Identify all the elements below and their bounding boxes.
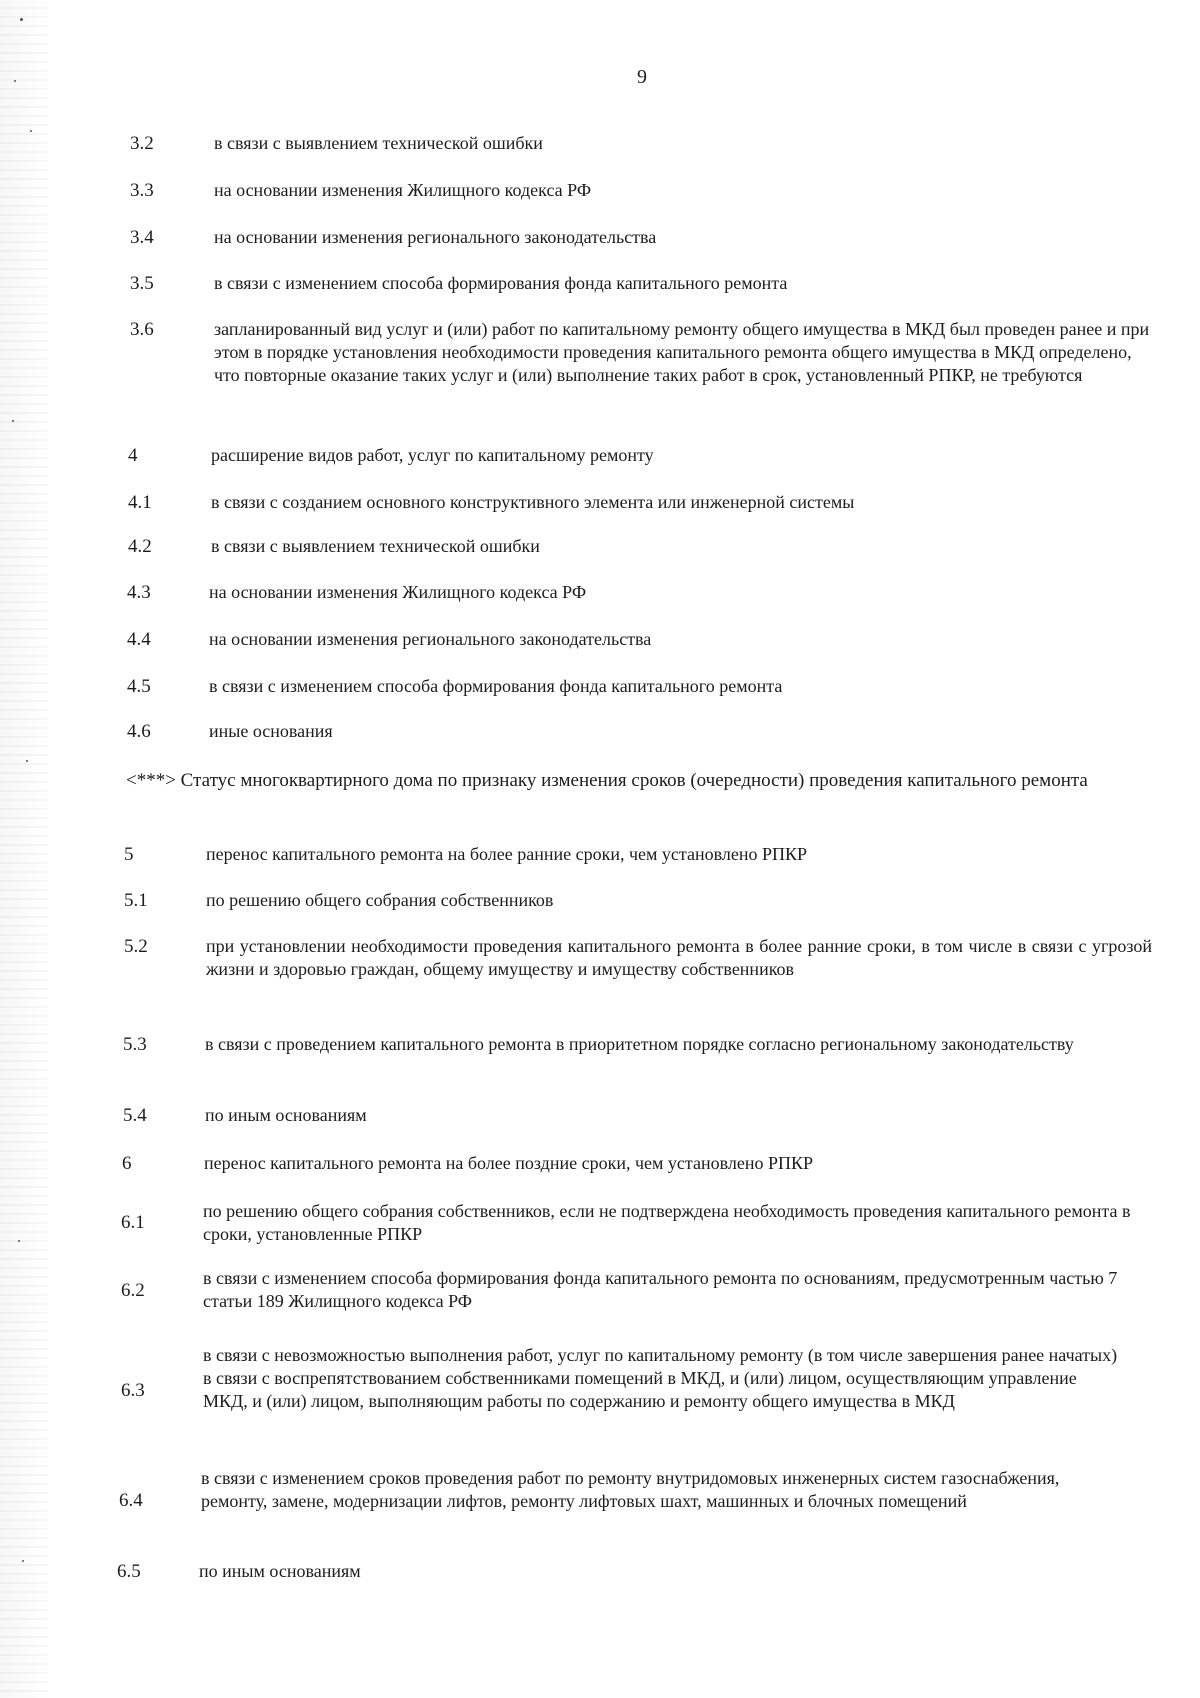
item-number: 5.1 — [124, 890, 148, 911]
item-text: запланированный вид услуг и (или) работ по капитальному ремонту общего имущества в МКД был проведен ранее и при этом в порядке установления необходимости проведения капитального ремонта общего имущества в МКД определено, что повторные оказание таких услуг и (или) выполнение таких работ в срок, установленный РПКР, не требуются — [214, 319, 1150, 385]
item-number: 4.2 — [128, 536, 152, 557]
item-text: перенос капитального ремонта на более ранние сроки, чем установлено РПКР — [206, 844, 808, 864]
item-text: по иным основаниям — [199, 1561, 361, 1581]
scan-speck — [20, 18, 23, 21]
scan-speck — [12, 420, 14, 422]
item-text: по решению общего собрания собственников, если не подтверждена необходимость проведения капитального ремонта в сроки, установленные РПКР — [203, 1201, 1131, 1244]
page-number: 9 — [637, 66, 647, 88]
item-text: на основании изменения регионального законодательства — [214, 227, 657, 247]
item-text: расширение видов работ, услуг по капитальному ремонту — [211, 445, 654, 465]
item-number: 5.4 — [123, 1105, 147, 1126]
item-text: в связи с проведением капитального ремонта в приоритетном порядке согласно региональному законодательству — [205, 1034, 1074, 1054]
item-number: 6.1 — [121, 1212, 145, 1233]
item-text: в связи с выявлением технической ошибки — [211, 536, 540, 556]
item-number: 4.6 — [127, 721, 151, 742]
item-text: в связи с изменением сроков проведения работ по ремонту внутридомовых инженерных систем газоснабжения, ремонту, замене, модернизации лифтов, ремонту лифтовых шахт, машинных и блочных помещений — [201, 1468, 1060, 1511]
item-number: 5 — [124, 844, 134, 865]
item-number: 4.3 — [127, 582, 151, 603]
item-number: 3.4 — [130, 227, 154, 248]
item-text: в связи с выявлением технической ошибки — [214, 133, 543, 153]
item-number: 6.5 — [117, 1561, 141, 1582]
item-text: перенос капитального ремонта на более поздние сроки, чем установлено РПКР — [204, 1153, 813, 1173]
item-text: по решению общего собрания собственников — [206, 890, 554, 910]
item-number: 3.3 — [130, 180, 154, 201]
item-number: 6.2 — [121, 1280, 145, 1301]
item-number: 6.3 — [121, 1380, 145, 1401]
scan-speck — [18, 1240, 20, 1242]
item-number: 6 — [122, 1153, 132, 1174]
item-text: на основании изменения Жилищного кодекса РФ — [214, 180, 592, 200]
item-text: в связи с изменением способа формирования фонда капитального ремонта — [209, 676, 783, 696]
item-number: 6.4 — [119, 1490, 143, 1511]
item-text: в связи с изменением способа формирования фонда капитального ремонта — [214, 273, 788, 293]
item-number: 5.2 — [124, 936, 148, 957]
item-number: 4.1 — [128, 492, 152, 513]
scan-speck — [22, 1560, 24, 1562]
item-number: 4.4 — [127, 629, 151, 650]
item-number: 3.6 — [130, 319, 154, 340]
item-number: 4.5 — [127, 676, 151, 697]
scan-speck — [26, 760, 28, 762]
item-number: 4 — [128, 445, 138, 466]
item-text: на основании изменения регионального законодательства — [209, 629, 652, 649]
item-text: иные основания — [209, 721, 333, 741]
item-text: на основании изменения Жилищного кодекса РФ — [209, 582, 587, 602]
item-number: 5.3 — [123, 1034, 147, 1055]
scan-edge-noise — [0, 0, 48, 1698]
item-number: 3.5 — [130, 273, 154, 294]
item-text: по иным основаниям — [205, 1105, 367, 1125]
item-number: 3.2 — [130, 133, 154, 154]
item-text: при установлении необходимости проведения капитального ремонта в более ранние сроки, в том числе в связи с угрозой жизни и здоровью граждан, общему имуществу и имуществу собственников — [206, 936, 1152, 979]
item-text: в связи с созданием основного конструктивного элемента или инженерной системы — [211, 492, 855, 512]
scan-speck — [14, 80, 16, 82]
scan-speck — [30, 130, 32, 132]
footnote-status: <***> Статус многоквартирного дома по признаку изменения сроков (очередности) проведения капитального ремонта — [126, 770, 1088, 791]
item-text: в связи с изменением способа формирования фонда капитального ремонта по основаниям, предусмотренным частью 7 статьи 189 Жилищного кодекса РФ — [203, 1268, 1118, 1311]
item-text: в связи с невозможностью выполнения работ, услуг по капитальному ремонту (в том числе завершения ранее начатых) в связи с воспрепятствованием собственниками помещений в МКД, и (или) лицом, осуществляющим управление МКД, и (или) лицом, выполняющим работы по содержанию и ремонту общего имущества в МКД — [203, 1345, 1118, 1411]
